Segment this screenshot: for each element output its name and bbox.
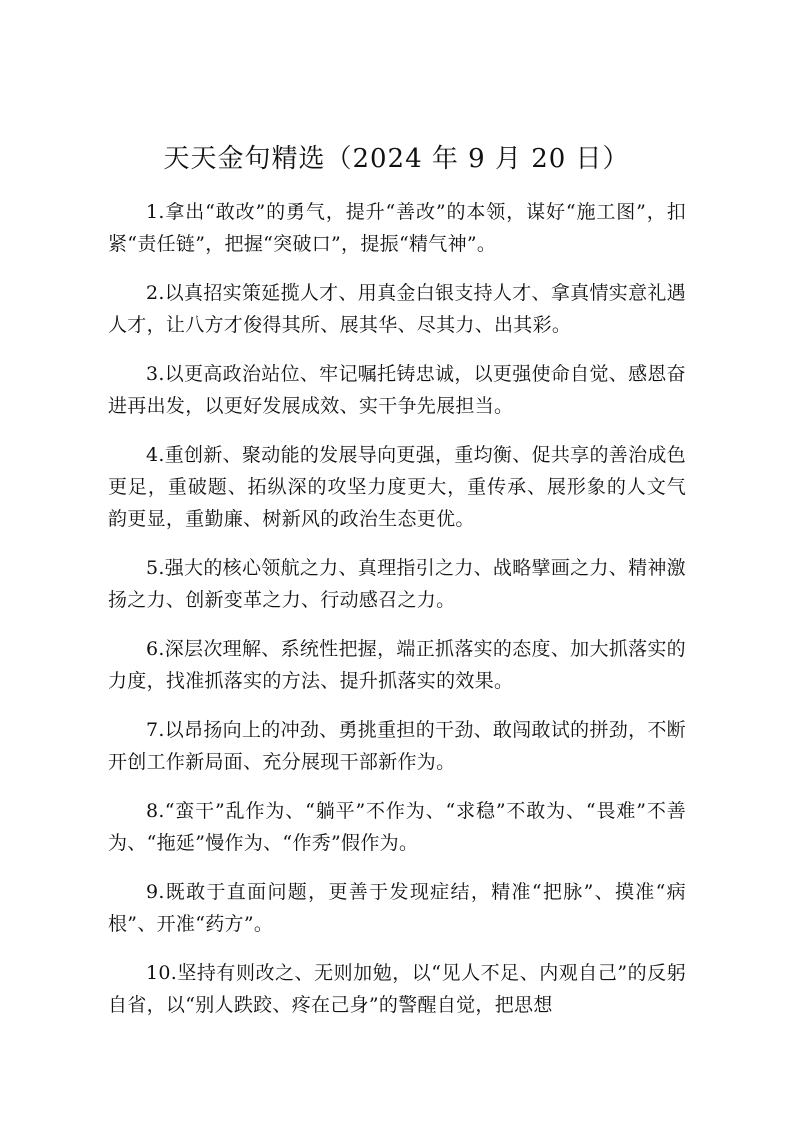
quote-item-7: 7.以昂扬向上的冲劲、勇挑重担的干劲、敢闯敢试的拼劲，不断开创工作新局面、充分展现干部新作为。 [108, 719, 686, 773]
quote-item-2: 2.以真招实策延揽人才、用真金白银支持人才、拿真情实意礼遇人才，让八方才俊得其所、展其华、尽其力、出其彩。 [108, 282, 686, 336]
quote-item-4: 4.重创新、聚动能的发展导向更强，重均衡、促共享的善治成色更足，重破题、拓纵深的攻坚力度更大，重传承、展形象的人文气韵更显，重勤廉、树新风的政治生态更优。 [108, 444, 686, 530]
quote-item-6: 6.深层次理解、系统性把握，端正抓落实的态度、加大抓落实的力度，找准抓落实的方法、提升抓落实的效果。 [108, 638, 686, 692]
quote-item-9: 9.既敢于直面问题，更善于发现症结，精准“把脉”、摸准“病根”、开准“药方”。 [108, 881, 686, 935]
quote-item-8: 8.“蛮干”乱作为、“躺平”不作为、“求稳”不敢为、“畏难”不善为、“拖延”慢作为、“作秀”假作为。 [108, 800, 686, 854]
quote-list [108, 196, 686, 1038]
quote-item-10: 10.坚持有则改之、无则加勉，以“见人不足、内观自己”的反躬自省，以“别人跌跤、疼在己身”的警醒自觉，把思想 [108, 962, 686, 1016]
quote-item-3: 3.以更高政治站位、牢记嘱托铸忠诚，以更强使命自觉、感恩奋进再出发，以更好发展成效、实干争先展担当。 [108, 363, 686, 417]
page-title: 天天金句精选（2024 年 9 月 20 日） [163, 144, 630, 174]
quote-item-1: 1.拿出“敢改”的勇气，提升“善改”的本领，谋好“施工图”，扣紧“责任链”，把握“突破口”，提振“精气神”。 [108, 201, 686, 255]
quote-item-5: 5.强大的核心领航之力、真理指引之力、战略擘画之力、精神激扬之力、创新变革之力、行动感召之力。 [108, 557, 686, 611]
